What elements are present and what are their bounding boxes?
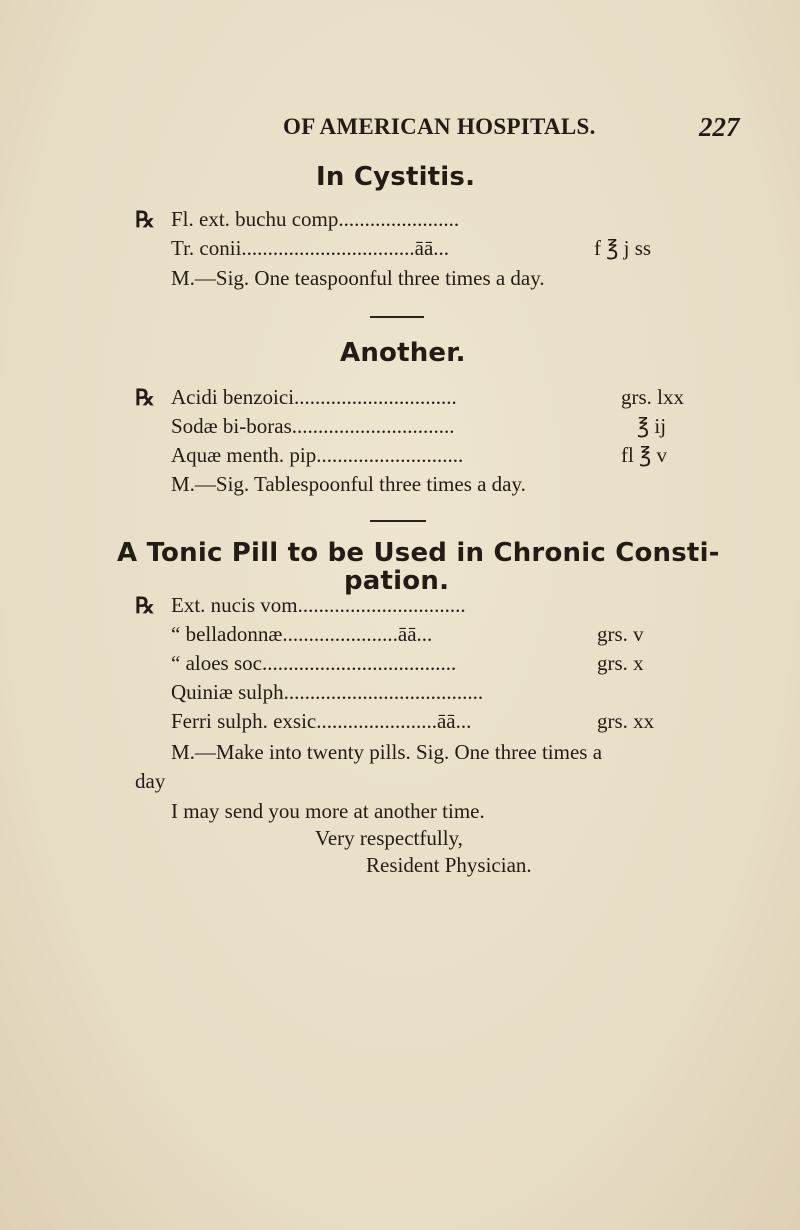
closing-line: I may send you more at another time.	[171, 799, 485, 823]
tonic-directions: M.—Make into twenty pills. Sig. One three times a	[171, 740, 603, 764]
section-divider	[370, 316, 424, 318]
heading-cystitis: In Cystitis.	[316, 162, 476, 192]
cystitis-line-2: Tr. conii.................................āā...	[171, 236, 450, 260]
another-amount-3: fl ℥ v	[621, 443, 667, 467]
tonic-line-2: “ belladonnæ......................āā...	[171, 622, 433, 646]
tonic-line-3: “ aloes soc.....................................	[171, 651, 457, 675]
cystitis-directions: M.—Sig. One teaspoonful three times a day.	[171, 266, 545, 290]
another-line-2: Sodæ bi-boras...............................	[171, 414, 455, 438]
tonic-amount-5: grs. xx	[597, 709, 655, 733]
running-head: OF AMERICAN HOSPITALS.	[283, 114, 596, 139]
closing-signature: Resident Physician.	[366, 853, 532, 877]
rx-symbol-tonic: ℞	[135, 593, 155, 618]
heading-tonic-pill-cont: pation.	[344, 566, 450, 596]
another-directions: M.—Sig. Tablespoonful three times a day.	[171, 472, 526, 496]
tonic-line-4: Quiniæ sulph......................................	[171, 680, 484, 704]
heading-another: Another.	[340, 338, 466, 368]
tonic-amount-2: grs. v	[597, 622, 644, 646]
heading-tonic-pill: A Tonic Pill to be Used in Chronic Consti-	[117, 538, 720, 568]
another-line-3: Aquæ menth. pip............................	[171, 443, 464, 467]
rx-symbol-cystitis: ℞	[135, 207, 155, 232]
cystitis-line-1: Fl. ext. buchu comp.......................	[171, 207, 460, 231]
closing-valediction: Very respectfully,	[315, 826, 463, 850]
page-number: 227	[699, 112, 740, 142]
section-divider	[370, 520, 426, 522]
tonic-line-5: Ferri sulph. exsic.......................āā...	[171, 709, 472, 733]
cystitis-amount-2: f ℥ j ss	[594, 236, 652, 260]
another-amount-1: grs. lxx	[621, 385, 684, 409]
another-amount-2: ℥ ij	[637, 414, 667, 438]
tonic-directions-cont: day	[135, 769, 166, 793]
rx-symbol-another: ℞	[135, 385, 155, 410]
tonic-line-1: Ext. nucis vom................................	[171, 593, 466, 617]
tonic-amount-3: grs. x	[597, 651, 644, 675]
another-line-1: Acidi benzoici...............................	[171, 385, 457, 409]
